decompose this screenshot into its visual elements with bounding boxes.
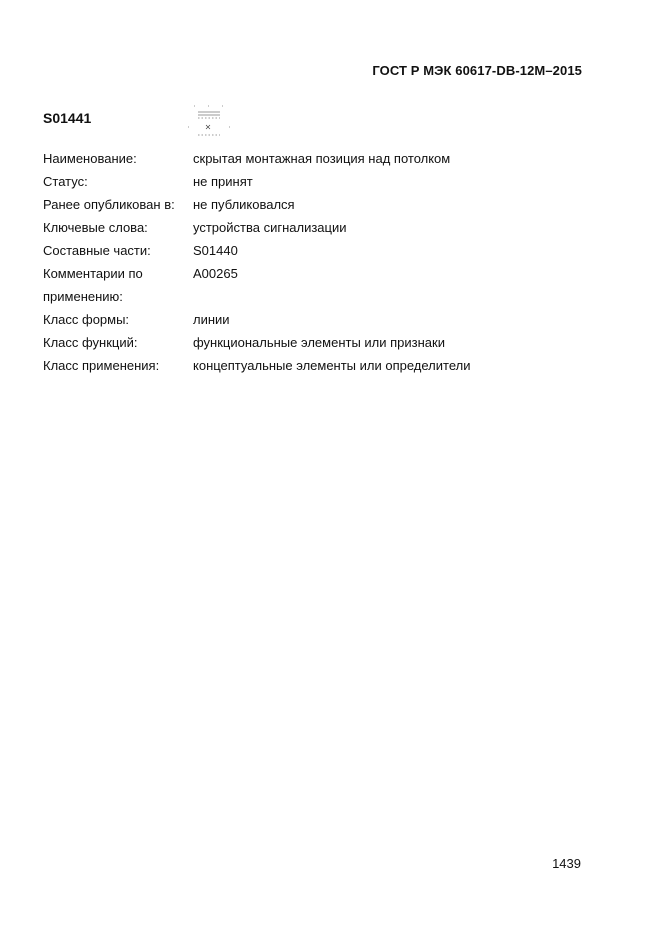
field-row-keywords — [43, 216, 471, 239]
concealed-ceiling-mounting-symbol-icon — [186, 100, 232, 140]
field-value: скрытая монтажная позиция над потолком — [193, 151, 451, 166]
document-standard-header: ГОСТ Р МЭК 60617-DB-12M–2015 — [372, 63, 582, 78]
field-label: Класс формы: — [43, 312, 130, 327]
field-value: функциональные элементы или признаки — [193, 335, 445, 350]
field-row-application-class — [43, 354, 471, 377]
field-row-function-class — [43, 331, 471, 354]
page-number: 1439 — [552, 856, 581, 871]
field-label: Класс функций: — [43, 335, 138, 350]
symbol-code: S01441 — [43, 110, 92, 126]
symbol-attributes — [43, 147, 471, 377]
field-label: Комментарии по — [43, 266, 143, 281]
field-label: Ранее опубликован в: — [43, 197, 175, 212]
field-label: Статус: — [43, 174, 88, 189]
field-label: Класс применения: — [43, 358, 160, 373]
field-row-application-notes-continued — [43, 285, 471, 308]
field-value: не принят — [193, 174, 253, 189]
field-row-status — [43, 170, 471, 193]
field-value: A00265 — [193, 266, 238, 281]
field-row-components — [43, 239, 471, 262]
field-value: линии — [193, 312, 230, 327]
field-row-name — [43, 147, 471, 170]
field-value: S01440 — [193, 243, 238, 258]
field-label: Наименование: — [43, 151, 137, 166]
field-row-shape-class — [43, 308, 471, 331]
field-label: Составные части: — [43, 243, 151, 258]
field-label: Ключевые слова: — [43, 220, 148, 235]
field-row-previously-published — [43, 193, 471, 216]
field-label: применению: — [43, 289, 123, 304]
field-value: не публиковался — [193, 197, 295, 212]
field-value: концептуальные элементы или определители — [193, 358, 471, 373]
field-value: устройства сигнализации — [193, 220, 347, 235]
field-row-application-notes — [43, 262, 471, 285]
